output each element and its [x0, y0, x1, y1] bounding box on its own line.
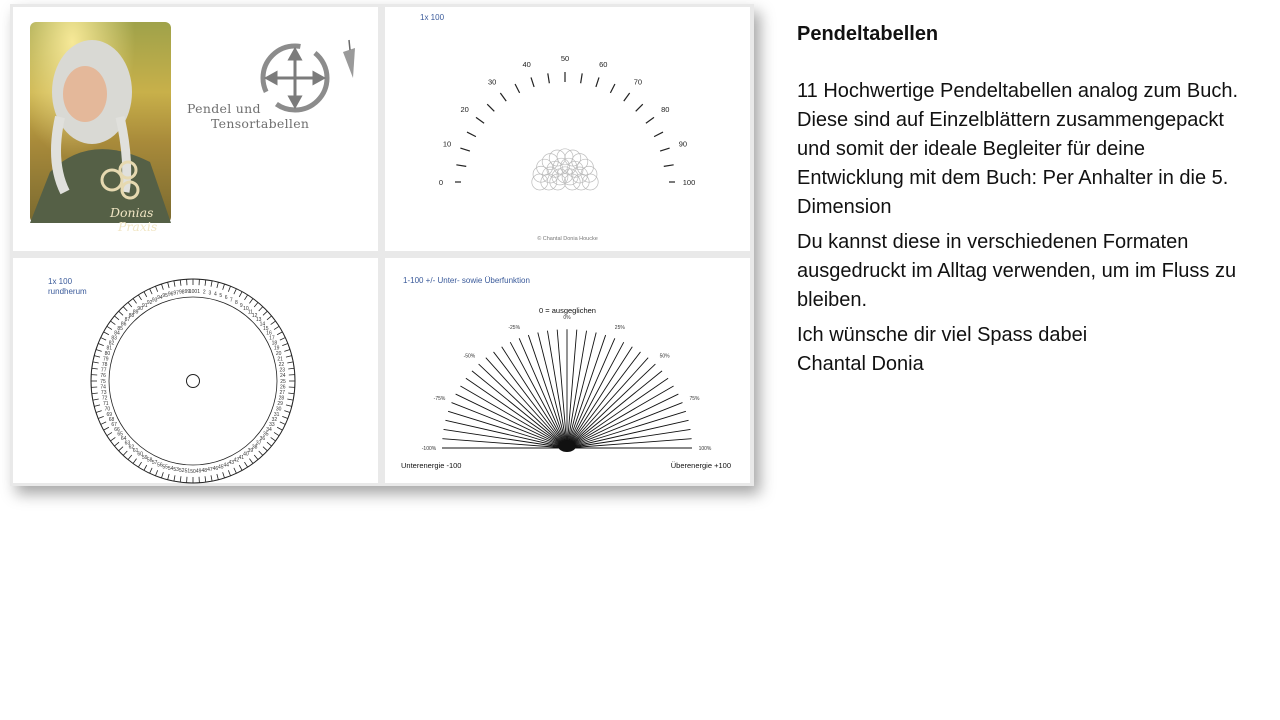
round-dial-panel: [13, 258, 378, 483]
round-dial-tick-label: 13: [255, 317, 262, 324]
round-dial-tick-label: 57: [151, 460, 158, 467]
round-dial-tick: [92, 393, 98, 394]
author-photo: [30, 22, 171, 234]
round-dial-tick: [211, 281, 212, 287]
round-dial-tick: [263, 311, 267, 315]
round-dial-tick: [274, 326, 279, 329]
round-dial-tick: [119, 447, 123, 451]
description-column: [797, 20, 1257, 379]
round-dial-tick-label: 48: [201, 468, 208, 475]
dial-tick: [460, 148, 470, 151]
round-dial-tick-label: 28: [278, 395, 285, 402]
round-dial-tick-label: 43: [228, 460, 235, 467]
round-dial-tick: [277, 427, 282, 430]
dial-tick-label: 10: [442, 139, 452, 149]
round-dial-tick-label: 18: [271, 340, 278, 347]
round-dial-tick: [223, 472, 225, 478]
dial-outer-ring: [91, 279, 295, 483]
dial-tick: [636, 104, 643, 111]
round-dial-tick: [223, 284, 225, 290]
round-dial-tick: [217, 474, 218, 480]
round-dial-tick: [205, 476, 206, 482]
round-dial-tick-label: 12: [251, 313, 258, 320]
dial-tick-label: 70: [633, 77, 643, 87]
round-dial-tick-label: 66: [114, 427, 120, 434]
round-dial-tick-label: 41: [238, 454, 245, 461]
round-dial-tick-label: 7: [229, 297, 233, 304]
round-dial-tick: [138, 462, 141, 467]
round-dial-tick: [180, 476, 181, 482]
round-dial-tick: [150, 468, 153, 473]
fan-line: [502, 347, 567, 448]
round-dial-tick-label: 60: [137, 451, 143, 458]
round-dial-label-line1: 1x 100: [48, 277, 73, 286]
round-dial-tick-label: 94: [157, 295, 163, 302]
dial-tick: [654, 132, 663, 137]
dial-tick: [531, 77, 534, 87]
round-dial-tick: [271, 437, 276, 441]
round-dial-tick-label: 54: [167, 465, 174, 472]
round-dial-tick: [239, 465, 242, 470]
round-dial-tick: [104, 427, 109, 430]
round-dial-tick-label: 1: [197, 288, 201, 295]
round-dial-tick-label: 8: [234, 299, 238, 306]
round-dial-tick-label: 85: [117, 325, 123, 332]
round-dial-tick-label: 74: [100, 384, 106, 391]
dial-tick: [660, 148, 670, 151]
dial-tick: [476, 117, 484, 123]
round-dial-tick-label: 59: [141, 454, 148, 461]
round-dial-tick-label: 88: [128, 313, 135, 320]
fan-line: [472, 371, 567, 448]
description-paragraph-2: Du kannst diese in verschiedenen Formaten ausgedruckt im Alltag verwenden, um im Fluss zu bleiben.: [797, 231, 1237, 311]
round-dial-tick-label: 97: [173, 290, 179, 297]
round-dial-tick-label: 33: [269, 422, 275, 429]
round-dial-tick: [174, 475, 175, 481]
dial-tick-label: 20: [460, 105, 469, 115]
round-dial-tick-label: 56: [157, 462, 163, 469]
round-dial-tick-label: 24: [280, 373, 286, 380]
half-dial-label: 1x 100: [420, 13, 445, 22]
dial-tick: [515, 84, 520, 93]
round-dial-tick-label: 15: [263, 325, 269, 332]
half-dial-chart: [385, 7, 750, 251]
round-dial-tick: [98, 416, 104, 418]
round-dial-tick: [277, 332, 282, 335]
round-dial-tick-label: 16: [266, 330, 272, 337]
round-dial-tick-label: 2: [202, 289, 206, 296]
round-dial-tick: [98, 343, 104, 345]
round-dial-tick-label: 25: [280, 378, 286, 385]
round-dial-tick: [101, 422, 106, 425]
half-dial-panel: [385, 7, 750, 251]
round-dial-tick: [205, 280, 206, 286]
round-dial-tick-label: 5: [219, 293, 223, 300]
fan-line: [460, 386, 567, 448]
round-dial-tick-label: 10: [243, 305, 249, 312]
round-dial-tick: [110, 321, 115, 325]
round-dial-tick-label: 72: [101, 395, 108, 402]
round-dial-tick-label: 76: [100, 373, 106, 380]
fan-line: [567, 411, 686, 448]
round-dial-tick: [267, 316, 272, 320]
round-dial-tick: [282, 416, 288, 418]
round-dial-tick-label: 77: [100, 367, 107, 374]
flower-of-life-icon: [532, 149, 598, 190]
round-dial-tick: [284, 349, 290, 351]
round-dial-tick: [288, 393, 294, 394]
round-dial-tick-label: 53: [173, 467, 179, 474]
round-dial-tick: [263, 447, 267, 451]
round-dial-tick: [217, 282, 218, 288]
dial-tick: [548, 73, 550, 83]
round-dial-tick-label: 38: [251, 444, 258, 451]
round-dial-tick-label: 32: [271, 417, 278, 424]
round-dial-tick-label: 50: [190, 468, 196, 475]
percent-label: 75%: [689, 395, 700, 402]
round-dial-tick: [244, 295, 247, 300]
fan-line: [567, 386, 674, 448]
round-dial-tick: [280, 422, 285, 425]
dial-tick-label: 50: [560, 54, 570, 63]
center-circle: [187, 375, 200, 388]
dial-tick: [664, 165, 674, 167]
round-dial-tick-label: 61: [132, 448, 139, 455]
dial-tick: [624, 93, 630, 101]
round-dial-tick: [259, 307, 263, 311]
round-dial-tick-label: 4: [213, 291, 217, 298]
percent-label: 0%: [563, 314, 571, 321]
round-dial-tick-label: 47: [207, 467, 213, 474]
round-dial-tick-label: 45: [218, 464, 224, 471]
fan-center: [558, 440, 576, 452]
dial-tick-label: 60: [599, 60, 608, 70]
round-dial-tick-label: 90: [137, 305, 143, 312]
cover-title-line2: Tensortabellen: [211, 116, 310, 131]
round-dial-tick-label: 98: [178, 289, 185, 296]
percent-label: -75%: [433, 395, 446, 402]
round-dial-tick: [284, 411, 290, 413]
round-dial-tick: [174, 281, 175, 287]
round-dial-tick-label: 83: [111, 335, 117, 342]
round-dial-tick: [249, 459, 253, 464]
round-dial-tick-label: 82: [108, 340, 115, 347]
round-dial-tick-label: 95: [162, 293, 168, 300]
photo-brand-line1: Donias: [110, 205, 154, 220]
energy-chart-panel: [385, 258, 750, 483]
round-dial-tick: [155, 286, 157, 292]
round-dial-tick-label: 34: [266, 427, 272, 434]
round-dial-tick: [211, 475, 212, 481]
round-dial-tick-label: 71: [103, 401, 109, 408]
round-dial-tick: [168, 282, 169, 288]
round-dial-tick: [104, 332, 109, 335]
percent-label: -100%: [421, 446, 437, 452]
round-dial-tick-label: 52: [178, 468, 185, 475]
round-dial-tick: [128, 455, 132, 460]
copyright-text: © Chantal Donia Houcke: [537, 236, 598, 242]
percent-label: 50%: [659, 353, 670, 360]
round-dial-tick: [254, 302, 258, 307]
round-dial-tick: [94, 405, 100, 406]
round-dial-tick-label: 78: [101, 361, 108, 368]
dial-tick: [467, 132, 476, 137]
round-dial-tick-label: 22: [278, 361, 285, 368]
round-dial-tick: [150, 289, 153, 294]
balance-label: 0 = ausgeglichen: [539, 306, 596, 315]
round-dial-tick-label: 51: [184, 468, 191, 475]
photo-brand-line2: Praxis: [118, 219, 158, 234]
round-dial-tick-label: 81: [106, 345, 113, 352]
round-dial-tick-label: 23: [279, 367, 286, 374]
pendulum-tables-collage: [10, 4, 754, 486]
round-dial-label-line2: rundherum: [48, 287, 87, 296]
round-dial-tick: [280, 338, 285, 341]
round-dial-tick-label: 62: [128, 444, 135, 451]
percent-label: 25%: [614, 324, 625, 331]
fan-line: [448, 411, 567, 448]
cover-title-line1: Pendel und: [187, 101, 261, 116]
round-dial-tick: [123, 307, 127, 311]
round-dial-tick: [94, 356, 100, 357]
round-dial-tick: [161, 472, 163, 478]
round-dial-tick-label: 27: [279, 390, 286, 397]
round-dial-tick-label: 63: [124, 440, 131, 447]
over-energy-label: Überenergie +100: [670, 461, 731, 470]
description-paragraph-1: 11 Hochwertige Pendeltabellen analog zum Buch. Diese sind auf Einzelblättern zusammengepackt und somit der ideale Begleiter für deine Entwicklung mit dem Buch: Per Anhalter in die 5. Dimension: [797, 80, 1239, 218]
fan-line: [567, 358, 648, 448]
round-dial-tick: [107, 432, 112, 435]
round-dial-tick: [96, 411, 102, 413]
round-dial-tick: [288, 368, 294, 369]
round-dial-tick-label: 35: [263, 431, 269, 438]
fan-line: [567, 335, 606, 448]
round-dial-tick-label: 86: [120, 321, 127, 328]
dial-tick: [646, 117, 654, 123]
round-dial-tick-label: 36: [259, 436, 266, 443]
round-dial-tick-label: 9: [239, 302, 243, 309]
dial-tick: [610, 84, 615, 93]
round-dial-tick-label: 17: [269, 335, 275, 342]
round-dial-tick-label: 96: [167, 291, 174, 298]
dial-tick-label: 0: [438, 178, 444, 187]
energy-chart-label: 1-100 +/- Unter- sowie Überfunktion: [403, 276, 530, 285]
round-dial-tick-label: 100: [188, 288, 198, 295]
round-dial-tick-label: 37: [255, 440, 262, 447]
round-dial-tick: [271, 321, 276, 325]
round-dial-tick: [286, 405, 292, 406]
round-dial-tick: [287, 399, 293, 400]
round-dial-tick-label: 19: [273, 345, 280, 352]
round-dial-tick-label: 44: [223, 462, 229, 469]
fan-line: [479, 364, 567, 448]
round-dial-tick: [114, 442, 119, 446]
dial-tick: [500, 93, 506, 101]
round-dial-tick-label: 65: [117, 431, 123, 438]
round-dial-tick-label: 69: [106, 411, 113, 418]
dial-tick-label: 80: [661, 105, 670, 115]
round-dial-tick: [282, 343, 288, 345]
round-dial-tick: [110, 437, 115, 441]
round-dial-tick: [234, 468, 237, 473]
round-dial-tick-label: 79: [103, 356, 109, 363]
round-dial-tick: [133, 459, 137, 464]
round-dial-tick: [259, 451, 263, 455]
round-dial-tick-label: 93: [151, 297, 158, 304]
round-dial-tick-label: 68: [108, 417, 115, 424]
greeting-line: Ich wünsche dir viel Spass dabei: [797, 324, 1088, 346]
round-dial-tick: [244, 462, 247, 467]
round-dial-tick: [92, 368, 98, 369]
percent-label: 100%: [698, 446, 712, 452]
round-dial-tick: [168, 474, 169, 480]
round-dial-tick: [228, 470, 230, 476]
round-dial-tick-label: 46: [212, 465, 219, 472]
round-dial-tick: [286, 356, 292, 357]
round-dial-tick: [144, 465, 147, 470]
round-dial-tick: [249, 298, 253, 303]
energy-fan-chart: [385, 258, 750, 483]
round-dial-tick: [138, 295, 141, 300]
fan-line: [528, 335, 567, 448]
round-dial-tick-label: 6: [224, 295, 228, 302]
round-dial-tick: [107, 326, 112, 329]
dial-tick-label: 40: [522, 60, 531, 70]
round-dial-tick-label: 26: [280, 384, 286, 391]
round-dial-tick: [161, 284, 163, 290]
round-dial-tick: [267, 442, 272, 446]
dial-tick: [456, 165, 466, 167]
round-dial-tick-label: 99: [184, 288, 191, 295]
round-dial-tick: [93, 362, 99, 363]
percent-label: -50%: [463, 353, 476, 360]
percent-label: -25%: [508, 324, 521, 331]
round-dial-tick: [96, 349, 102, 351]
pendulum-logo-icon: [257, 38, 367, 118]
cover-panel: [13, 7, 378, 251]
round-dial-tick: [239, 292, 242, 297]
fan-line: [567, 364, 655, 448]
round-dial-tick-label: 73: [100, 390, 107, 397]
round-dial-tick-label: 42: [233, 457, 240, 464]
under-energy-label: Unterenergie -100: [401, 461, 462, 470]
round-dial-tick: [101, 338, 106, 341]
round-dial-tick-label: 64: [120, 436, 127, 443]
round-dial-tick-label: 58: [146, 457, 153, 464]
round-dial-tick-label: 30: [275, 406, 282, 413]
round-dial-tick: [133, 298, 137, 303]
round-dial-tick-label: 55: [162, 464, 168, 471]
dial-tick: [487, 104, 494, 111]
round-dial-tick: [254, 455, 258, 460]
round-dial-tick-label: 70: [104, 406, 111, 413]
dial-tick-label: 30: [487, 77, 497, 87]
dial-tick: [596, 77, 599, 87]
round-dial-tick-label: 40: [243, 451, 249, 458]
round-dial-tick-label: 80: [104, 350, 111, 357]
round-dial-tick-label: 31: [273, 411, 280, 418]
decor-circle: [564, 174, 580, 190]
round-dial-tick-label: 67: [111, 422, 117, 429]
round-dial-tick-label: 49: [195, 468, 202, 475]
signature-line: Chantal Donia: [797, 353, 924, 375]
round-dial-tick: [180, 280, 181, 286]
round-dial-tick-label: 84: [114, 330, 120, 337]
fan-line: [486, 358, 567, 448]
dial-tick-label: 100: [682, 178, 696, 187]
round-dial-tick: [114, 316, 119, 320]
round-dial-tick-label: 14: [259, 321, 266, 328]
round-dial-tick: [155, 470, 157, 476]
fan-line: [567, 371, 662, 448]
round-dial-tick: [144, 292, 147, 297]
fan-line: [567, 347, 632, 448]
round-dial-tick-label: 21: [277, 356, 283, 363]
round-dial-tick-label: 20: [275, 350, 282, 357]
round-dial-tick: [228, 286, 230, 292]
round-dial-tick: [287, 362, 293, 363]
round-dial-tick: [128, 302, 132, 307]
round-dial-tick: [274, 432, 279, 435]
page-title: Pendeltabellen: [797, 23, 939, 45]
dial-tick-label: 90: [678, 139, 688, 149]
round-dial-tick-label: 3: [208, 290, 212, 297]
round-dial-tick: [93, 399, 99, 400]
round-dial-tick: [123, 451, 127, 455]
round-dial-tick-label: 29: [277, 401, 283, 408]
round-dial-tick-label: 75: [100, 378, 106, 385]
round-dial-tick: [234, 289, 237, 294]
dial-tick: [581, 73, 583, 83]
round-dial-tick-label: 11: [247, 309, 253, 316]
round-dial-tick-label: 87: [124, 317, 131, 324]
round-dial-tick-label: 91: [141, 302, 148, 309]
round-dial-tick-label: 89: [132, 309, 139, 316]
round-dial-tick: [119, 311, 123, 315]
round-dial-tick-label: 39: [247, 448, 254, 455]
round-dial-tick-label: 92: [146, 299, 153, 306]
